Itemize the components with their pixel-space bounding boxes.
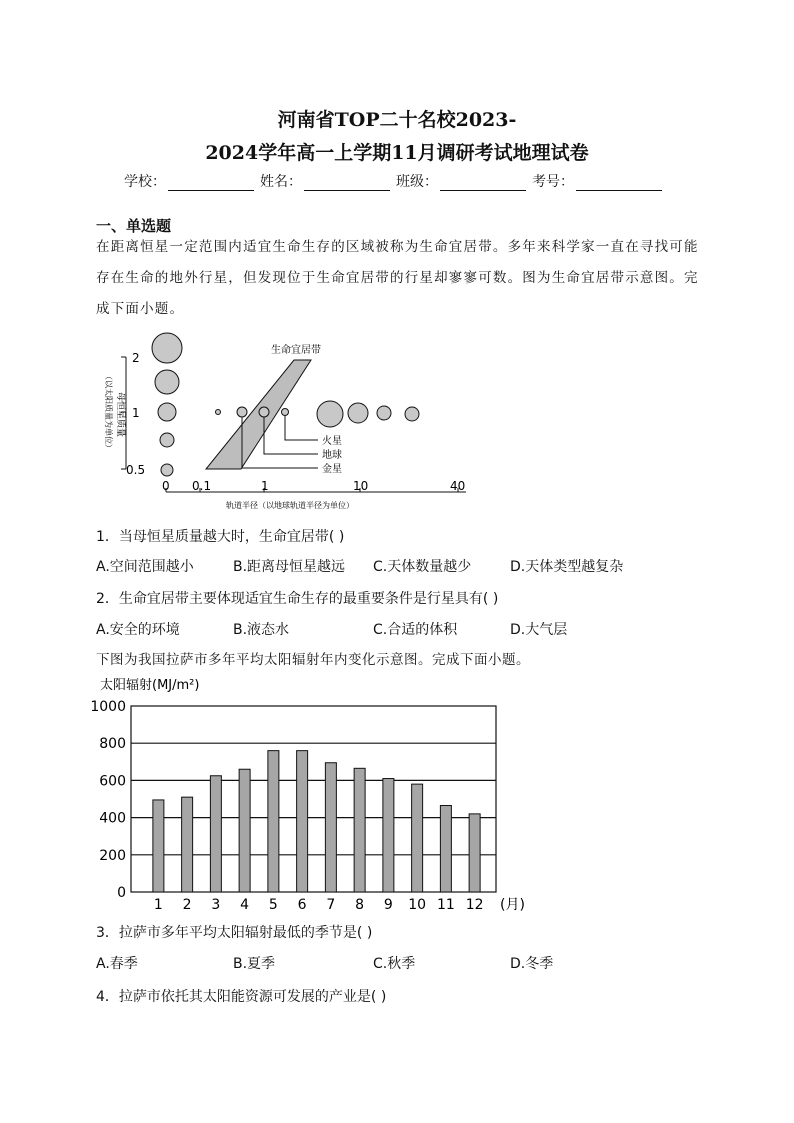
q3-option-b[interactable]: B.夏季 bbox=[233, 956, 276, 972]
bar bbox=[469, 814, 480, 892]
y-tick-label: 400 bbox=[99, 810, 126, 827]
star-circle bbox=[152, 333, 182, 363]
x-tick-label: 7 bbox=[326, 897, 336, 913]
student-info-line bbox=[124, 171, 668, 191]
bar bbox=[297, 751, 308, 892]
planet-circle bbox=[348, 403, 368, 423]
x-tick-label: 2 bbox=[182, 897, 192, 913]
earth-circle bbox=[259, 407, 269, 417]
y-axis-label: 母恒星质量 bbox=[115, 392, 125, 438]
habitable-zone-figure bbox=[96, 330, 476, 515]
planet-circle bbox=[377, 406, 391, 420]
y-tick-label: 0 bbox=[117, 885, 126, 901]
exam-title-line2: 2024学年高一上学期11月调研考试地理试卷 bbox=[205, 142, 589, 164]
chart-x-label: (月) bbox=[500, 897, 525, 913]
bar bbox=[268, 751, 279, 892]
chart-y-label: 太阳辐射(MJ/m²) bbox=[100, 678, 200, 693]
y-tick-label: 600 bbox=[99, 773, 126, 790]
x-tick-label: 12 bbox=[465, 897, 484, 913]
x-tick-10: 10 bbox=[353, 479, 369, 493]
q1-option-c[interactable]: C.天体数量越少 bbox=[373, 559, 472, 575]
mars-leader bbox=[285, 416, 318, 440]
bar bbox=[182, 797, 193, 892]
star-circle bbox=[155, 370, 179, 394]
name-label: 姓名： bbox=[260, 174, 302, 190]
bar bbox=[354, 768, 365, 892]
q3-option-c[interactable]: C.秋季 bbox=[373, 956, 416, 972]
bar bbox=[383, 779, 394, 892]
question-4-stem: 4．拉萨市依托其太阳能资源可发展的产业是( ) bbox=[96, 989, 387, 1005]
planet-circle bbox=[405, 407, 419, 421]
q3-option-a[interactable]: A.春季 bbox=[96, 956, 138, 972]
bar bbox=[412, 784, 423, 892]
x-tick-label: 4 bbox=[240, 897, 250, 913]
bar bbox=[210, 776, 221, 892]
q2-option-c[interactable]: C.合适的体积 bbox=[373, 622, 458, 638]
q3-option-d[interactable]: D.冬季 bbox=[510, 956, 554, 972]
passage-2: 下图为我国拉萨市多年平均太阳辐射年内变化示意图。完成下面小题。 bbox=[96, 652, 530, 668]
x-tick-label: 8 bbox=[355, 897, 365, 913]
number-label: 考号： bbox=[532, 174, 574, 190]
venus-label: 金星 bbox=[322, 464, 342, 475]
q2-option-d[interactable]: D.大气层 bbox=[510, 622, 568, 638]
x-tick-40: 40 bbox=[450, 479, 466, 493]
name-blank[interactable] bbox=[304, 176, 390, 191]
q1-option-a[interactable]: A.空间范围越小 bbox=[96, 559, 194, 575]
number-blank[interactable] bbox=[576, 176, 662, 191]
earth-leader bbox=[264, 417, 318, 454]
star-circle bbox=[160, 433, 174, 447]
bar bbox=[440, 806, 451, 892]
x-tick-label: 11 bbox=[436, 897, 455, 913]
bar bbox=[325, 763, 336, 892]
bar bbox=[153, 800, 164, 892]
mars-circle bbox=[282, 409, 289, 416]
x-tick-label: 10 bbox=[408, 897, 427, 913]
q2-option-a[interactable]: A.安全的环境 bbox=[96, 622, 180, 638]
planet-circle bbox=[317, 401, 343, 427]
q1-option-d[interactable]: D.天体类型越复杂 bbox=[510, 559, 624, 575]
planet-circle bbox=[216, 410, 221, 415]
y-tick-2: 2 bbox=[132, 351, 140, 365]
school-label: 学校： bbox=[124, 174, 166, 190]
x-tick-0: 0 bbox=[162, 479, 170, 493]
y-tick-label: 200 bbox=[99, 847, 126, 864]
y-tick-0-5: 0.5 bbox=[126, 463, 146, 477]
x-tick-label: 9 bbox=[383, 897, 393, 913]
habitable-zone-label: 生命宜居带 bbox=[271, 345, 321, 356]
y-tick-label: 800 bbox=[99, 736, 126, 753]
question-3-stem: 3．拉萨市多年平均太阳辐射最低的季节是( ) bbox=[96, 925, 373, 941]
q2-option-b[interactable]: B.液态水 bbox=[233, 622, 290, 638]
y-tick-1: 1 bbox=[132, 406, 140, 420]
y-axis-sub-label: （以太阳质量为单位） bbox=[104, 372, 113, 452]
question-2-stem: 2．生命宜居带主要体现适宜生命生存的最重要条件是行星具有( ) bbox=[96, 591, 499, 607]
earth-label: 地球 bbox=[322, 450, 342, 461]
venus-circle bbox=[237, 407, 247, 417]
star-circle bbox=[161, 464, 173, 476]
exam-title-line1: 河南省TOP二十名校2023- bbox=[277, 109, 517, 131]
x-tick-1: 1 bbox=[261, 479, 269, 493]
x-tick-label: 5 bbox=[268, 897, 278, 913]
class-label: 班级： bbox=[396, 174, 438, 190]
passage-1: 在距离恒星一定范围内适宜生命生存的区域被称为生命宜居带。多年来科学家一直在寻找可能存在生命的地外行星，但发现位于生命宜居带的行星却寥寥可数。图为生命宜居带示意图。完成下面小题。 bbox=[96, 239, 699, 317]
star-circle bbox=[158, 403, 176, 421]
x-tick-0-1: 0.1 bbox=[192, 479, 212, 493]
x-tick-label: 6 bbox=[297, 897, 307, 913]
x-tick-label: 1 bbox=[153, 897, 163, 913]
bar bbox=[239, 769, 250, 892]
y-tick-label: 1000 bbox=[90, 699, 126, 715]
solar-radiation-chart bbox=[90, 674, 536, 914]
q1-option-b[interactable]: B.距离母恒星越远 bbox=[233, 559, 346, 575]
habitable-zone-band bbox=[206, 360, 311, 469]
class-blank[interactable] bbox=[440, 176, 526, 191]
x-tick-label: 3 bbox=[211, 897, 221, 913]
question-1-stem: 1．当母恒星质量越大时，生命宜居带( ) bbox=[96, 529, 345, 545]
x-axis-label: 轨道半径（以地球轨道半径为单位） bbox=[226, 501, 354, 510]
school-blank[interactable] bbox=[168, 176, 254, 191]
mars-label: 火星 bbox=[322, 436, 342, 447]
section-title: 一、单选题 bbox=[96, 217, 172, 235]
